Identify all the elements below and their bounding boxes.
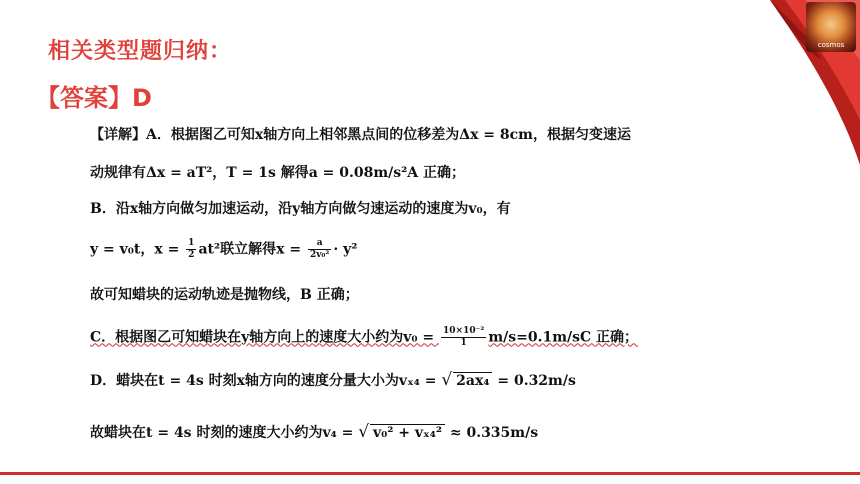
sqrt-icon: √ (441, 370, 453, 390)
explanation-line-1: 【详解】A．根据图乙可知x轴方向上相邻黑点间的位移差为Δx = 8cm，根据匀变速运 (90, 127, 631, 143)
explanation-line-2: 动规律有Δx = aT²，T = 1s 解得a = 0.08m/s²A 正确； (90, 165, 466, 181)
eq-part: y = v₀t，x = (90, 241, 185, 258)
answer-label: 【答案】D (36, 84, 152, 112)
explanation-line-7 (90, 370, 576, 390)
eq-part: · y² (333, 241, 358, 258)
explanation-line-4 (90, 238, 357, 261)
bottom-divider (0, 472, 860, 475)
eq-part: D．蜡块在t = 4s 时刻x轴方向的速度分量大小为vₓ₄ = (90, 373, 442, 389)
explanation-line-6 (90, 326, 638, 349)
radicand: v₀² + vₓ₄² (370, 424, 445, 441)
fraction-half (186, 238, 196, 261)
sqrt-icon: √ (358, 422, 370, 442)
eq-part: = 0.32m/s (492, 373, 576, 389)
fraction-denominator: 2 (188, 250, 195, 260)
section-heading: 相关类型题归纳： (48, 39, 233, 64)
fraction-denominator: 2v₀² (309, 250, 330, 260)
radicand: 2ax₄ (453, 372, 492, 389)
fraction-velocity (441, 326, 486, 349)
explanation-line-8 (90, 422, 538, 442)
explanation-line-3: B．沿x轴方向做匀加速运动，沿y轴方向做匀速运动的速度为v₀，有 (90, 201, 511, 217)
eq-part: m/s=0.1m/sC 正确； (488, 329, 639, 346)
eq-part: C．根据图乙可知蜡块在y轴方向上的速度大小约为v₀ = (90, 329, 440, 346)
fraction-numerator: a (308, 238, 331, 250)
eq-part: 故蜡块在t = 4s 时刻的速度大小约为v₄ = (90, 425, 359, 441)
logo-text: cosmos (817, 41, 845, 49)
fraction-denominator: 1 (460, 338, 467, 348)
fraction-numerator: 1 (188, 238, 195, 248)
eq-part: at²联立解得x = (198, 241, 306, 258)
fraction-a-over-2v0sq (308, 238, 331, 261)
explanation-line-5: 故可知蜡块的运动轨迹是抛物线，B 正确； (90, 287, 359, 303)
fraction-numerator: 10×10⁻² (443, 326, 485, 336)
eq-part: ≈ 0.335m/s (444, 425, 539, 441)
cosmos-logo (806, 2, 856, 52)
